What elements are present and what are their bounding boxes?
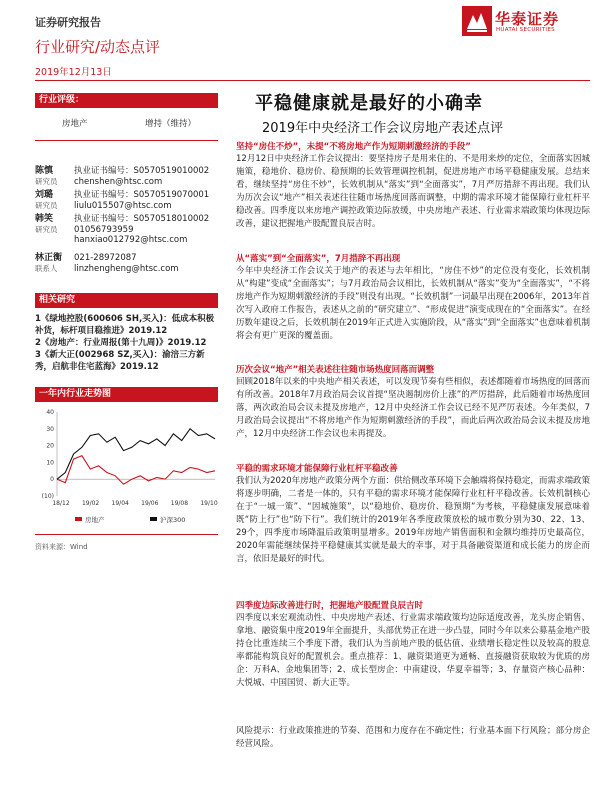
section-body: 回顾2018年以来的中央地产相关表述，可以发现节奏有些相似，表述都随着市场热度的回落而有所改善。2018年7月政治局会议首提“坚决遏制房价上涨”的严厉措辞，此后随着市场热度回落，两次政治局会议未提及房地产，12月中央经济工作会议已经不见严厉表述。今年类似，7月政治局会议提出“不将房地产作为短期刺激经济的手段”，而此后两次政治局会议未提及房地产，12月中央经济工作会议也未再提及。 <box>236 377 590 439</box>
contact-phone: 021-28972087 <box>74 253 137 263</box>
analyst-email[interactable]: chenshen@htsc.com <box>74 176 163 187</box>
x-tick-label: 19/08 <box>170 500 189 507</box>
section-body: 我们认为2020年房地产政策分两个方面：供给侧改革环境下会触端将保持稳定，而需求端政策将逐步明确，二者是一体的，只有平稳的需求环境才能保障行业杠杆平稳改善。长效机制核心在于“一城一策”、“因城施策”，以“稳地价、稳房价、稳预期”为考核，平稳健康发展意味着既“防上行”也“防下行”。我们统计的2019年各季度政策放松的城市数分别为30、22、13、29个，四季度市场降温后政策明显增多。2019年房地产销售面积和金额均维持历史最高位，2020年需能继续保持平稳健康其实就是最大的幸事，对于具备融资渠道和成长能力的房企而言，依旧是最好的时代。 <box>236 476 590 564</box>
analyst-card <box>35 166 220 190</box>
analyst-email[interactable]: hanxiao012792@htsc.com <box>74 235 188 245</box>
x-tick-label: 19/04 <box>111 500 129 507</box>
huatai-logo <box>462 6 590 36</box>
series-line <box>57 429 215 479</box>
x-tick-label: 19/02 <box>81 500 100 507</box>
x-tick-label: 18/12 <box>52 500 70 507</box>
y-tick-label: 0 <box>50 476 54 484</box>
report-type-label: 证券研究报告 <box>35 16 101 29</box>
analyst-name: 刘璐 <box>35 190 54 200</box>
logo-text-cn: 华泰证券 <box>495 10 560 28</box>
trend-chart <box>35 404 220 529</box>
related-item[interactable]: 2《房地产：行业周报(第十九周)》2019.12 <box>35 338 207 348</box>
contact-email[interactable]: linzhengheng@htsc.com <box>74 263 179 274</box>
rating-divider <box>35 140 218 141</box>
analyst-role: 研究员 <box>35 201 58 210</box>
y-tick-label: (10) <box>41 493 54 500</box>
section-heading: 历次会议“地产”相关表述往往随市场热度回落而调整 <box>236 365 435 375</box>
legend-swatch <box>150 517 157 521</box>
analyst-license: 执业证书编号：S0570518010002 <box>74 214 210 224</box>
contact-name: 林正衡 <box>35 253 63 263</box>
y-tick-label: 30 <box>46 425 54 433</box>
analyst-name: 韩笑 <box>35 214 54 224</box>
analyst-license: 执业证书编号：S0570519070001 <box>74 190 210 200</box>
report-date: 2019年12月13日 <box>35 67 112 78</box>
y-tick-label: 20 <box>46 442 54 450</box>
section-body: 今年中央经济工作会议关于地产的表述与去年相比，“房住不炒”的定位没有变化，长效机制从“构建”变成“全面落实”；与7月政治局会议相比，长效机制从“落实”变为“全面落实”，“不将房地产作为短期刺激经济的手段”则没有出现。“长效机制”一词最早出现在2006年，2013年首次写入政府工作报告，表述从之前的“研究建立”、“形成促进”演变成现在的“全面落实”。在经历数年建设之后，长效机制在2019年正式进入实施阶段，从“落实”到“全面落实”也意味着机制将会有更广更深的覆盖面。 <box>236 266 590 341</box>
y-tick-label: 40 <box>46 409 54 416</box>
analyst-name: 陈慎 <box>35 166 54 176</box>
logo-text-en: HUATAI SECURITIES <box>496 27 555 33</box>
related-heading: 相关研究 <box>35 293 218 308</box>
risk-warning: 风险提示：行业政策推进的节奏、范围和力度存在不确定性；行业基本面下行风险；部分房企经营风险。 <box>236 726 590 749</box>
series-line <box>57 456 215 485</box>
contact-card <box>35 253 220 277</box>
section-heading: 从“落实”到“全面落实”，7月措辞不再出现 <box>236 254 401 264</box>
section-heading: 四季度边际改善进行时，把握地产股配置良辰吉时 <box>236 601 424 611</box>
related-item[interactable]: 1《绿地控股(600606 SH,买入)：低成本积极补货，标杆项目稳推进》2019.12 <box>35 314 215 336</box>
analyst-card <box>35 214 220 248</box>
report-category: 行业研究/动态点评 <box>35 38 161 56</box>
analyst-phone: 01056793959 <box>74 224 134 235</box>
legend-swatch <box>75 517 82 521</box>
section-heading: 坚持“房住不炒”，未提“不将房地产作为短期刺激经济的手段” <box>236 142 471 152</box>
analyst-role: 研究员 <box>35 177 58 186</box>
legend-label: 房地产 <box>85 516 105 524</box>
rating-sector: 房地产 <box>62 119 88 129</box>
page-subtitle: 2019年中央经济工作会议房地产表述点评 <box>262 121 504 136</box>
chart-divider <box>35 534 218 535</box>
analyst-role: 研究员 <box>35 225 58 234</box>
contact-role: 联系人 <box>35 264 58 273</box>
related-item[interactable]: 3《新大正(002968 SZ,买入)：渝涪三方新秀，启航非住宅蓝海》2019.12 <box>35 350 205 372</box>
section-body: 四季度以来宏观流动性、中央房地产表述、行业需求端政策均边际适度改善，龙头房企销售、拿地、融资集中度2019年全面提升，头部优势正在进一步凸显，同时今年以来公募基金地产股持仓比重连续三个季度下滑，我们认为当前地产股的低估值、业绩增长稳定性以及较高的股息率都能构筑良好的配置机会。重点推荐：1、融资渠道更为通畅、直接融资获取较为优质的房企：万科A、金地集团等；2、成长型房企：中南建设、华夏幸福等；3、存量资产核心品种：大悦城、中国国贸、新大正等。 <box>236 613 590 688</box>
related-research-list <box>35 313 220 373</box>
analyst-email[interactable]: liulu015507@htsc.com <box>74 200 172 211</box>
analyst-card <box>35 190 220 214</box>
x-tick-label: 19/06 <box>141 500 159 507</box>
header-divider <box>35 80 590 81</box>
trend-chart-heading: 一年内行业走势图 <box>35 387 218 402</box>
section-body: 12月12日中央经济工作会议提出：要坚持房子是用来住的、不是用来炒的定位，全面落实因城施策，稳地价、稳房价、稳预期的长效管理调控机制，促进房地产市场平稳健康发展。总结来看，继续坚持“房住不炒”，长效机制从“落实”到“全面落实”，7月严厉措辞不再出现。我们认为历次会议“地产”相关表述往往随市场热度回落而调整，中期的需求环境才能保障行业杠杆平稳改善。四季度以来房地产调控政策边际放缓，中央房地产表述、行业需求端政策均体现边际改善，建议把握地产股配置良辰吉时。 <box>236 154 590 229</box>
huatai-logo-icon <box>462 6 492 36</box>
analyst-license: 执业证书编号：S0570519010002 <box>74 166 210 176</box>
x-tick-label: 19/10 <box>200 500 218 507</box>
rating-heading: 行业评级： <box>35 93 218 108</box>
chart-source: 资料来源：Wind <box>35 543 88 551</box>
rating-value: 增持（维持） <box>145 119 197 129</box>
section-heading: 平稳的需求环境才能保障行业杠杆平稳改善 <box>236 464 398 474</box>
legend-label: 沪深300 <box>160 516 186 524</box>
y-tick-label: 10 <box>46 459 54 467</box>
page-title: 平稳健康就是最好的小确幸 <box>255 93 483 114</box>
